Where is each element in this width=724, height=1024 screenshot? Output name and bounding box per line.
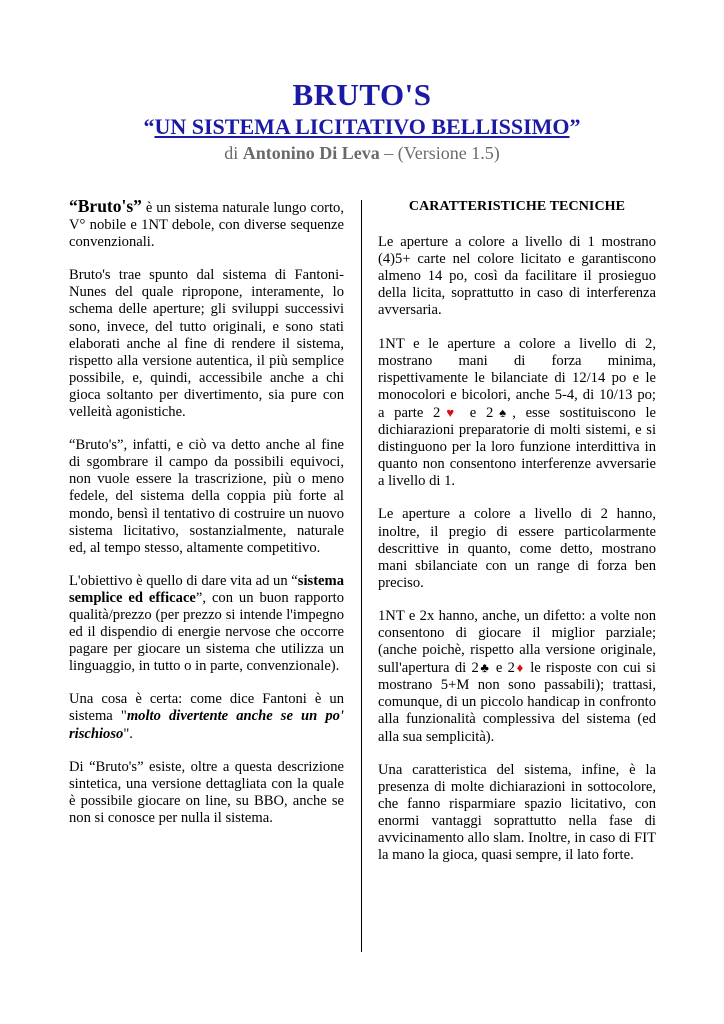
- byline-author: Antonino Di Leva: [242, 143, 380, 163]
- quote-text-b: ".: [123, 725, 133, 742]
- subtitle-text: UN SISTEMA LICITATIVO BELLISSIMO: [154, 114, 570, 139]
- openings-2-text-b: e 2: [460, 404, 494, 421]
- heart-icon: ♥: [440, 404, 461, 420]
- column-divider: [361, 200, 362, 952]
- openings-2-text-a: 1NT e le aperture a colore a livello di 2, mostrano mani di forza minima, rispettivamente le bilanciate di 12/14 po e le monocolori e bicolori, anche 5-4, di 10/13 po; a parte 2: [378, 335, 656, 421]
- defect-text-b: e 2: [490, 660, 515, 677]
- subtitle-open-quote: “: [143, 114, 155, 139]
- objective-paragraph: [69, 573, 344, 676]
- subtitle-close-quote: ”: [569, 114, 581, 139]
- merit-paragraph: Le aperture a colore a livello di 2 hanno, inoltre, il pregio di essere particolarmente descrittive in quanto, come detto, mostrano mani sbilanciate con un range di forza ben preciso.: [378, 506, 656, 591]
- document-header: [0, 78, 724, 165]
- online-paragraph: Di “Bruto's” esiste, oltre a questa descrizione sintetica, una versione dettagliata con la quale è possibile giocare on line, su BBO, anche se non si conosce per nulla il sistema.: [69, 758, 344, 826]
- right-column: [378, 198, 656, 880]
- byline: [0, 141, 724, 165]
- objective-bold: sistema semplice ed efficace: [69, 572, 344, 606]
- purpose-paragraph: “Bruto's”, infatti, e ciò va detto anche al fine di sgombrare il campo da possibili equivoci, non vuole essere la trascrizione, più o meno fedele, del sistema della coppia più forte al mondo, bensì il tentativo di costruire un nuovo sistema licitativo, sostanzialmente, naturale ed, al tempo stesso, altamente competitivo.: [69, 437, 344, 556]
- spade-icon: ♠: [493, 404, 513, 420]
- page-subtitle: [0, 114, 724, 140]
- quote-bold-italic: molto divertente anche se un po' rischioso: [69, 708, 344, 742]
- club-icon: ♣: [478, 660, 491, 676]
- openings-1-paragraph: Le aperture a colore a livello di 1 mostrano (4)5+ carte nel colore licitato e garantiscono almeno 14 po, così da facilitare il prosieguo della licita, soprattutto in caso di interferenza avversaria.: [378, 234, 656, 319]
- intro-text: è un sistema naturale lungo corto, V° nobile e 1NT debole, con diverse sequenze convenzionali.: [69, 200, 344, 251]
- feature-paragraph: Una caratteristica del sistema, infine, è la presenza di molte dichiarazioni in sottocolore, che fanno risparmiare spazio licitativo, con enormi vantaggi soprattutto nella fase di avvicinamento allo slam. Inoltre, in caso di FIT la mano la gioca, quasi sempre, il lato forte.: [378, 761, 656, 864]
- defect-paragraph: [378, 608, 656, 746]
- openings-2-paragraph: [378, 336, 656, 491]
- intro-lead: “Bruto's”: [69, 196, 142, 216]
- byline-prefix: di: [224, 143, 243, 163]
- left-column: [69, 198, 344, 843]
- defect-text-a: 1NT e 2x hanno, anche, un difetto: a volte non consentono di giocare il miglior parziale; (anche poichè, rispetto alla versione originale, sull'apertura di 2: [378, 607, 656, 677]
- quote-text-a: Una cosa è certa: come dice Fantoni è un sistema ": [69, 691, 344, 725]
- byline-version: – (Versione 1.5): [379, 143, 500, 163]
- origin-paragraph: Bruto's trae spunto dal sistema di Fantoni-Nunes del quale ripropone, interamente, lo schema delle aperture; gli sviluppi successivi sono, invece, del tutto originali, e sono stati elaborati anche al fine di rendere il sistema, rispetto alla versione autentica, il più semplice possibile, e, quindi, accessibile anche a chi gioca soltanto per divertimento, sia pure con velleità agonistiche.: [69, 267, 344, 421]
- diamond-icon: ♦: [514, 660, 525, 676]
- intro-paragraph: [69, 198, 344, 251]
- objective-text-a: L'obiettivo è quello di dare vita ad un “: [69, 572, 298, 589]
- openings-2-text-c: , esse sostituiscono le dichiarazioni preparatorie di molti sistemi, e si distinguono per la loro funzione interdittiva in quanto non consentono interferenze avversarie a livello di 1.: [378, 404, 656, 490]
- page-title: BRUTO'S: [292, 77, 432, 112]
- quote-paragraph: [69, 691, 344, 742]
- defect-text-c: le risposte con cui si mostrano 5+M non sono passabili); trattasi, comunque, di un piccolo handicap in confronto alla funzionalità complessiva del sistema (ed alla sua semplicità).: [378, 660, 656, 745]
- objective-text-b: ”, con un buon rapporto qualità/prezzo (per prezzo si intende l'impegno ed il dispendio di energie nervose che occorre pagare per giocare un sistema che utilizza un linguaggio, in tutto o in parte, convenzionale).: [69, 589, 344, 675]
- section-heading: CARATTERISTICHE TECNICHE: [408, 199, 626, 214]
